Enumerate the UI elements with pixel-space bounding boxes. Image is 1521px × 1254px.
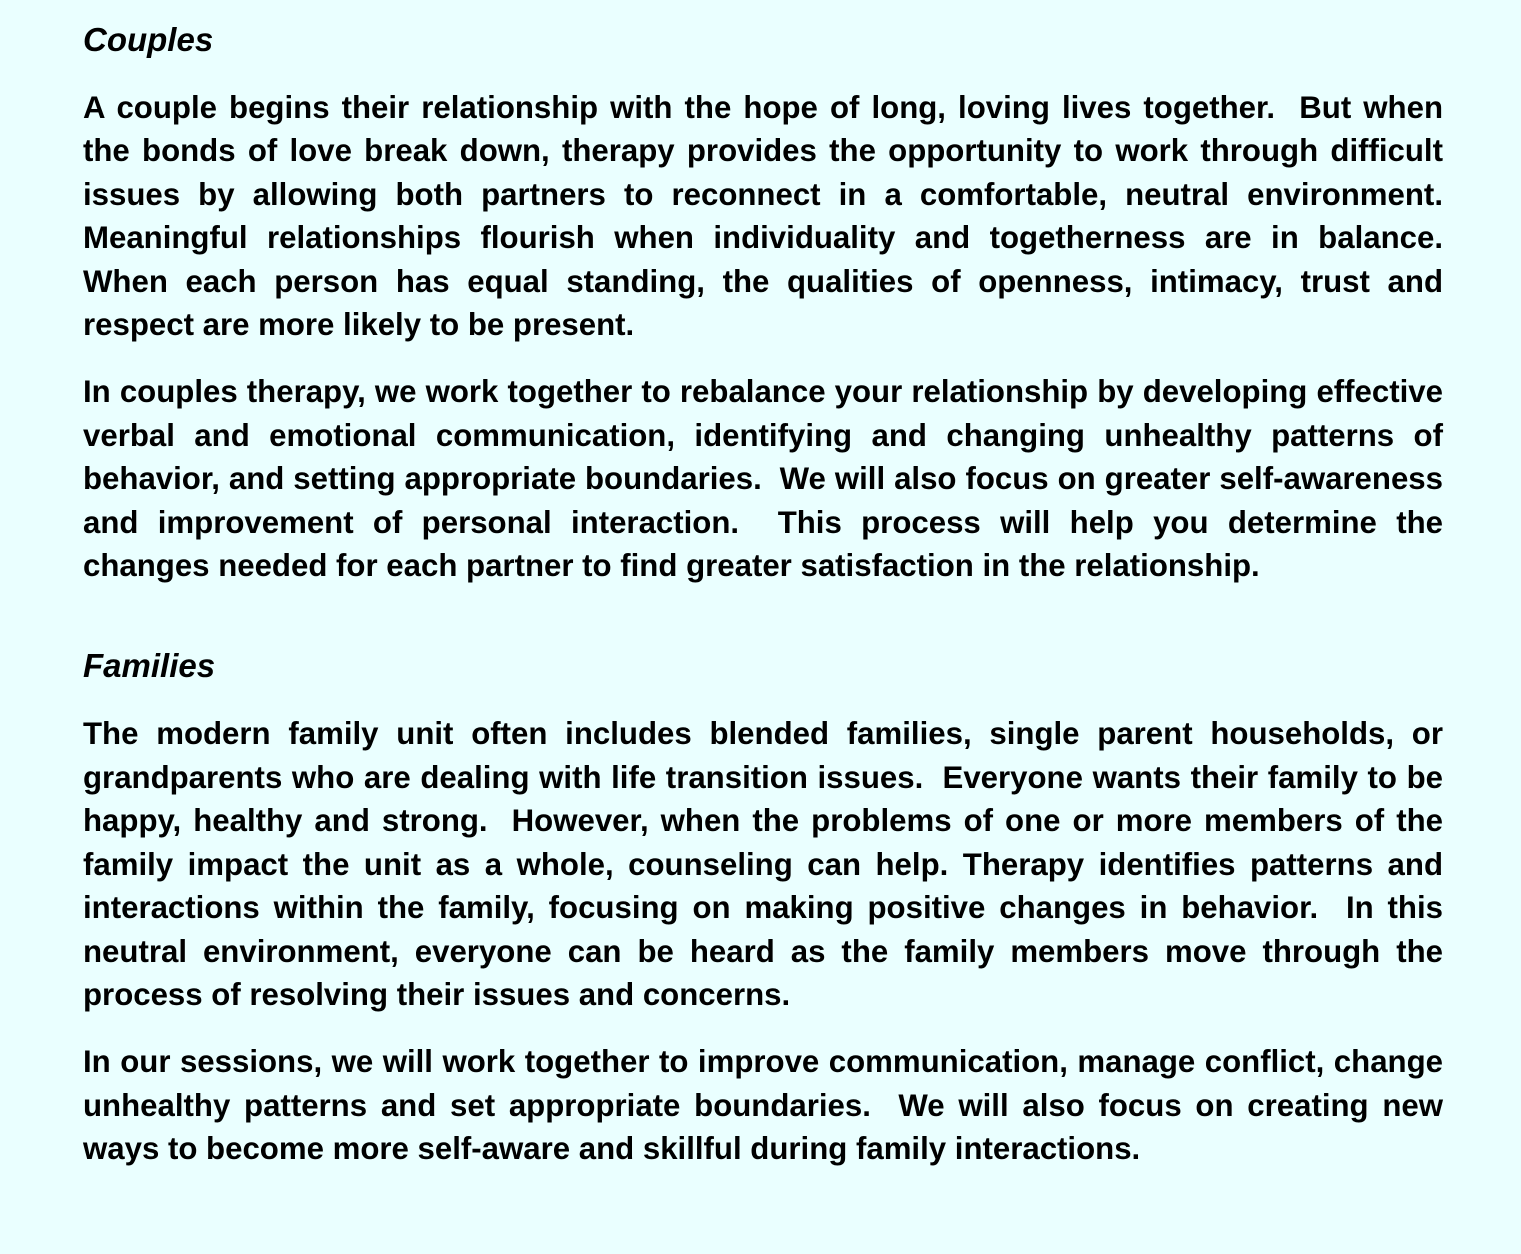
section-divider-space: [83, 611, 1443, 644]
couples-therapy-paragraph: In couples therapy, we work together to rebalance your relationship by developing effective verbal and emotional communication, identifying and changing unhealthy patterns of behavior, and setting appropriate boundaries. We will also focus on greater self-awareness and improvement of personal interaction. This process will help you determine the changes needed for each partner to find greater satisfaction in the relationship.: [83, 374, 1452, 584]
families-heading: Families: [83, 647, 216, 685]
couples-heading: Couples: [83, 21, 214, 58]
page-content: [83, 18, 1461, 1195]
couples-intro-paragraph: A couple begins their relationship with the hope of long, loving lives together. But when the bonds of love break down, therapy provides the opportunity to work through difficult issues by allowing both partners to reconnect in a comfortable, neutral environment. Meaningful relationships flourish when individuality and togetherness are in balance. When each person has equal standing, the qualities of openness, intimacy, trust and respect are more likely to be present.: [83, 90, 1461, 343]
families-sessions-paragraph: In our sessions, we will work together to improve communication, manage conflict, change unhealthy patterns and set appropriate boundaries. We will also focus on creating new ways to become more self-aware and skillful during family interactions.: [83, 1044, 1452, 1167]
families-intro-paragraph: The modern family unit often includes blended families, single parent households, or grandparents who are dealing with life transition issues. Everyone wants their family to be happy, healthy and strong. However, when the problems of one or more members of the family impact the unit as a whole, counseling can help. Therapy identifies patterns and interactions within the family, focusing on making positive changes in behavior. In this neutral environment, everyone can be heard as the family members move through the process of resolving their issues and concerns.: [83, 716, 1452, 1012]
